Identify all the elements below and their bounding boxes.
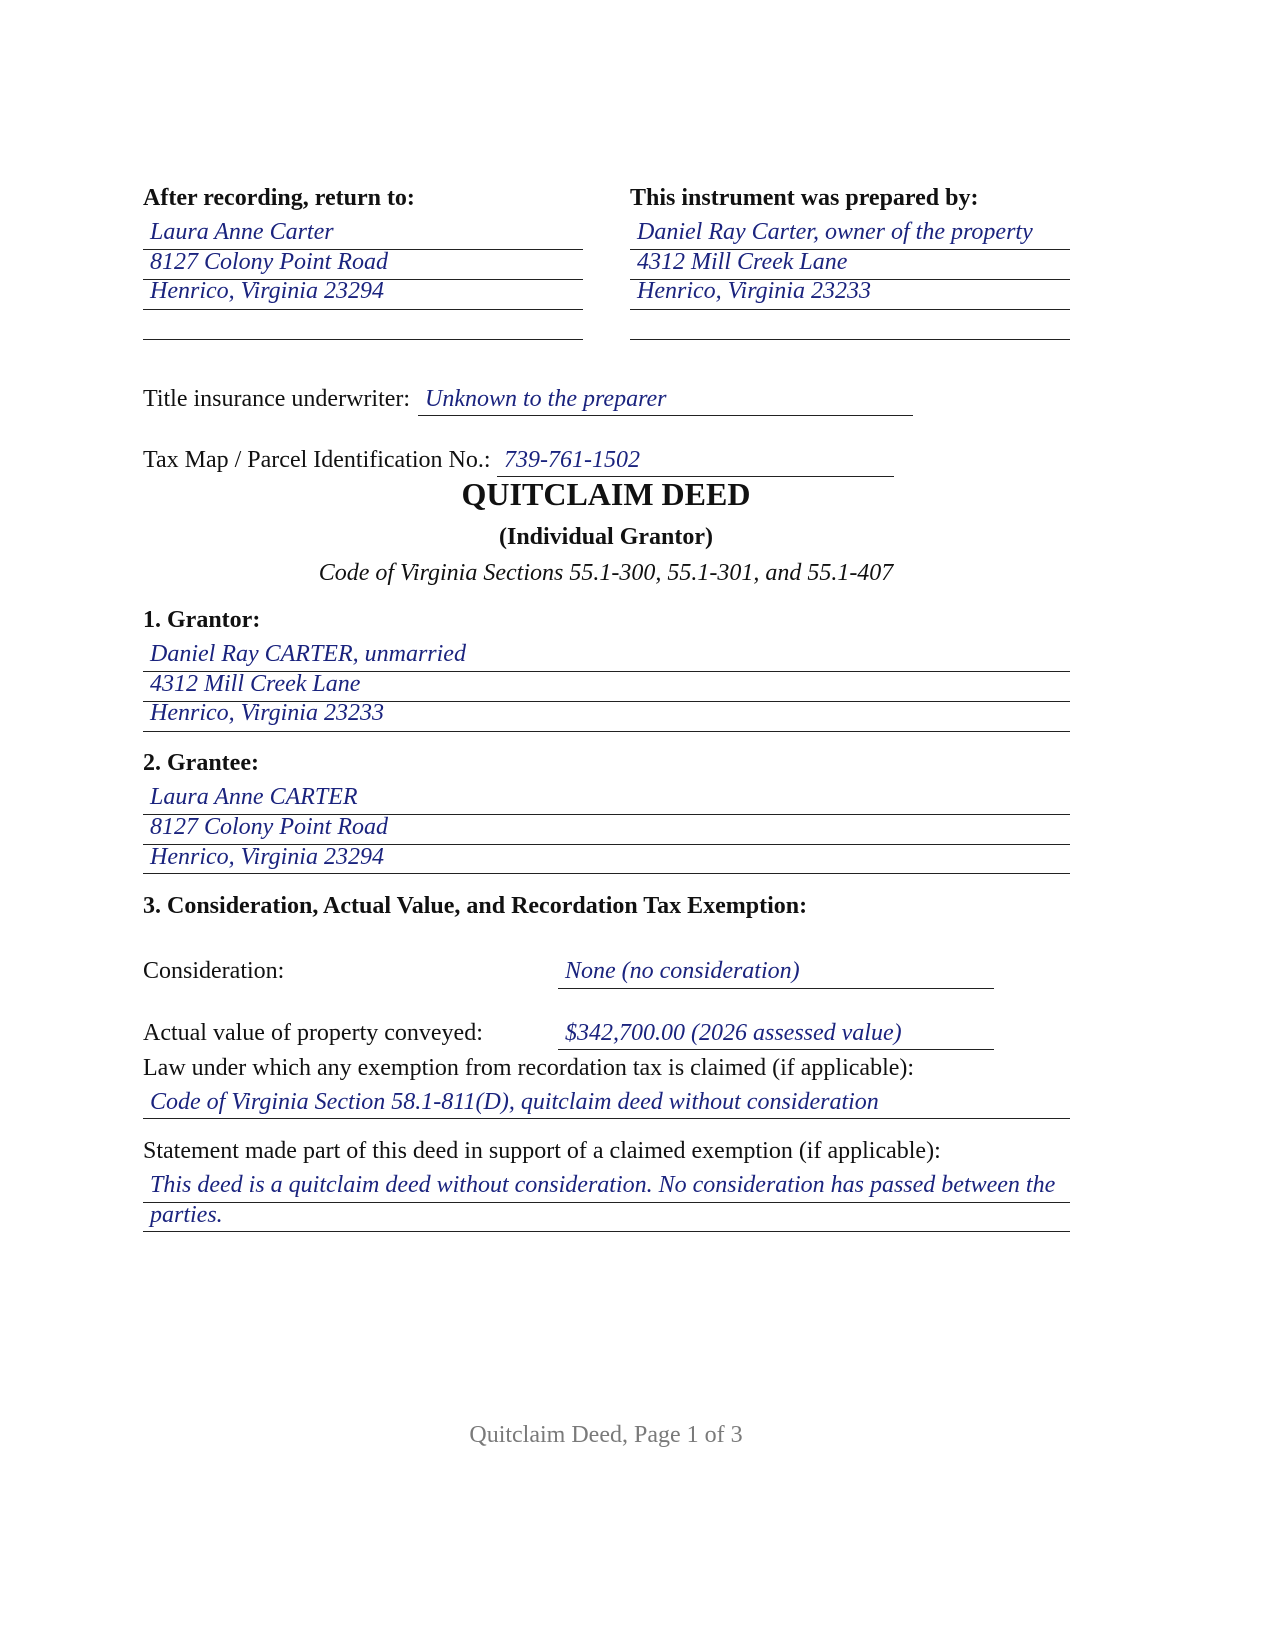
exemption-law-field[interactable]: Code of Virginia Section 58.1-811(D), quitclaim deed without consideration — [150, 1089, 879, 1115]
actual-value-field[interactable]: $342,700.00 (2026 assessed value) — [565, 1020, 902, 1046]
underwriter-rule — [418, 415, 913, 416]
exemption-statement-line-2[interactable]: parties. — [150, 1202, 223, 1228]
parcel-field[interactable]: 739-761-1502 — [504, 447, 640, 473]
grantor-line-3[interactable]: Henrico, Virginia 23233 — [150, 700, 384, 726]
exemption-statement-label: Statement made part of this deed in support of a claimed exemption (if applicable): — [143, 1138, 941, 1164]
grantee-line-3[interactable]: Henrico, Virginia 23294 — [150, 844, 384, 870]
document-subtitle: (Individual Grantor) — [498, 524, 714, 550]
exemption-statement-rule-2 — [143, 1231, 1070, 1232]
page-footer: Quitclaim Deed, Page 1 of 3 — [469, 1422, 743, 1448]
return-to-line-1[interactable]: Laura Anne Carter — [150, 219, 334, 245]
prepared-by-line-2[interactable]: 4312 Mill Creek Lane — [637, 249, 848, 275]
grantee-line-2[interactable]: 8127 Colony Point Road — [150, 814, 388, 840]
grantor-rule-3 — [143, 731, 1070, 732]
parcel-label: Tax Map / Parcel Identification No.: — [143, 447, 491, 473]
return-to-heading: After recording, return to: — [143, 185, 415, 211]
return-to-line-3[interactable]: Henrico, Virginia 23294 — [150, 278, 384, 304]
statute-citation: Code of Virginia Sections 55.1-300, 55.1-301, and 55.1-407 — [318, 560, 894, 586]
prepared-by-rule-4 — [630, 339, 1070, 340]
return-to-line-2[interactable]: 8127 Colony Point Road — [150, 249, 388, 275]
underwriter-label: Title insurance underwriter: — [143, 386, 411, 412]
consideration-label: Consideration: — [143, 958, 285, 984]
consideration-rule — [558, 988, 994, 989]
exemption-law-rule — [143, 1118, 1070, 1119]
grantor-line-1[interactable]: Daniel Ray CARTER, unmarried — [150, 641, 466, 667]
underwriter-field[interactable]: Unknown to the preparer — [425, 386, 667, 412]
return-to-line-4[interactable] — [143, 307, 583, 335]
actual-value-label: Actual value of property conveyed: — [143, 1020, 483, 1046]
grantee-rule-3 — [143, 873, 1070, 874]
grantee-line-1[interactable]: Laura Anne CARTER — [150, 784, 358, 810]
return-to-rule-4 — [143, 339, 583, 340]
consideration-section-heading: 3. Consideration, Actual Value, and Recordation Tax Exemption: — [143, 893, 808, 919]
grantor-line-2[interactable]: 4312 Mill Creek Lane — [150, 671, 361, 697]
exemption-law-label: Law under which any exemption from recordation tax is claimed (if applicable): — [143, 1055, 915, 1081]
exemption-statement-line-1[interactable]: This deed is a quitclaim deed without consideration. No consideration has passed between the — [150, 1172, 1056, 1198]
prepared-by-line-1[interactable]: Daniel Ray Carter, owner of the property — [637, 219, 1033, 245]
grantee-heading: 2. Grantee: — [143, 750, 259, 776]
prepared-by-line-4[interactable] — [630, 307, 1070, 335]
prepared-by-line-3[interactable]: Henrico, Virginia 23233 — [637, 278, 871, 304]
actual-value-rule — [558, 1049, 994, 1050]
document-title: QUITCLAIM DEED — [461, 476, 751, 512]
consideration-field[interactable]: None (no consideration) — [565, 958, 800, 984]
grantor-heading: 1. Grantor: — [143, 607, 261, 633]
prepared-by-heading: This instrument was prepared by: — [630, 185, 979, 211]
